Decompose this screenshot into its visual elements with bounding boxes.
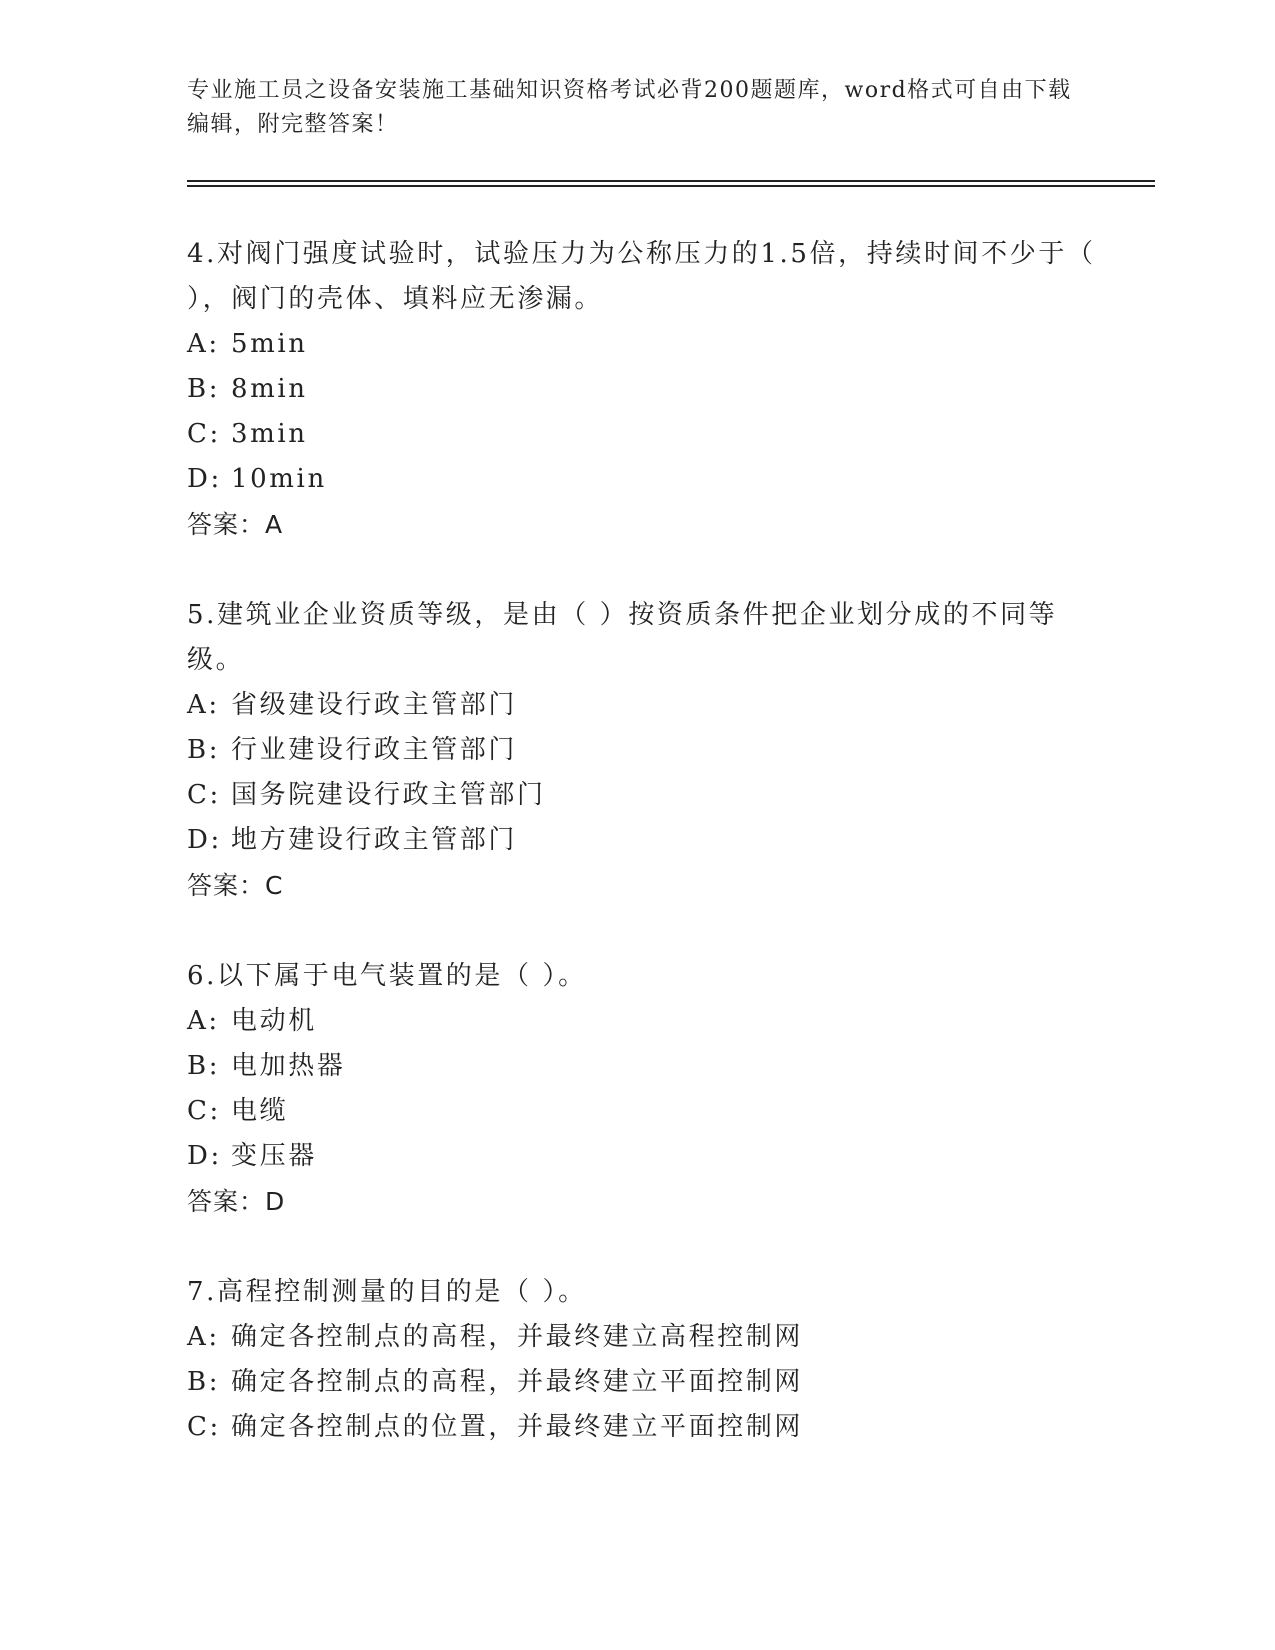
option-c — [187, 773, 1107, 818]
option-label: D: — [187, 1141, 222, 1171]
option-text: 5min — [231, 329, 308, 359]
option-label: C: — [187, 780, 221, 810]
option-text: 8min — [231, 374, 308, 404]
question-5 — [187, 593, 1107, 908]
option-text: 变压器 — [231, 1141, 317, 1171]
option-label: A: — [187, 690, 220, 720]
option-a — [187, 683, 1107, 728]
answer-key: 答案：D — [187, 1187, 286, 1216]
option-text: 10min — [231, 464, 327, 494]
option-label: B: — [187, 374, 221, 404]
option-text: 地方建设行政主管部门 — [231, 825, 518, 855]
option-text: 确定各控制点的高程，并最终建立高程控制网 — [231, 1322, 804, 1352]
header-divider-top — [187, 180, 1155, 182]
question-stem: 5.建筑业企业资质等级，是由（ ）按资质条件把企业划分成的不同等级。 — [187, 600, 1058, 675]
option-label: A: — [187, 1006, 220, 1036]
option-text: 电动机 — [231, 1006, 317, 1036]
question-stem: 4.对阀门强度试验时，试验压力为公称压力的1.5倍，持续时间不少于（ ），阀门的壳体、填料应无渗漏。 — [187, 239, 1096, 314]
option-a — [187, 1315, 1107, 1360]
option-text: 电加热器 — [231, 1051, 346, 1081]
document-header: 专业施工员之设备安装施工基础知识资格考试必背200题题库，word格式可自由下载编辑，附完整答案！ — [187, 78, 1072, 137]
option-b — [187, 1360, 1107, 1405]
option-a — [187, 999, 1107, 1044]
option-label: B: — [187, 1367, 221, 1397]
question-4 — [187, 232, 1107, 547]
option-a — [187, 322, 1107, 367]
answer-key: 答案：A — [187, 510, 284, 539]
option-b — [187, 367, 1107, 412]
option-text: 确定各控制点的位置，并最终建立平面控制网 — [231, 1412, 804, 1442]
question-stem: 6.以下属于电气装置的是（ ）。 — [187, 961, 587, 991]
option-b — [187, 728, 1107, 773]
question-stem: 7.高程控制测量的目的是（ ）。 — [187, 1277, 587, 1307]
option-d — [187, 457, 1107, 502]
option-text: 确定各控制点的高程，并最终建立平面控制网 — [231, 1367, 804, 1397]
option-label: C: — [187, 1412, 221, 1442]
option-d — [187, 1134, 1107, 1179]
option-text: 省级建设行政主管部门 — [231, 690, 518, 720]
question-6 — [187, 954, 1107, 1224]
question-7 — [187, 1270, 1107, 1450]
option-d — [187, 818, 1107, 863]
option-label: D: — [187, 825, 222, 855]
option-c — [187, 1089, 1107, 1134]
question-list — [187, 232, 1107, 1496]
option-label: A: — [187, 1322, 220, 1352]
option-text: 国务院建设行政主管部门 — [231, 780, 546, 810]
option-text: 电缆 — [231, 1096, 289, 1126]
option-text: 3min — [231, 419, 308, 449]
option-label: A: — [187, 329, 220, 359]
option-label: B: — [187, 735, 221, 765]
option-c — [187, 412, 1107, 457]
header-divider-bottom — [187, 185, 1155, 187]
option-label: C: — [187, 1096, 221, 1126]
option-label: C: — [187, 419, 221, 449]
option-text: 行业建设行政主管部门 — [231, 735, 518, 765]
option-b — [187, 1044, 1107, 1089]
option-c — [187, 1405, 1107, 1450]
answer-key: 答案：C — [187, 871, 284, 900]
option-label: B: — [187, 1051, 221, 1081]
option-label: D: — [187, 464, 222, 494]
